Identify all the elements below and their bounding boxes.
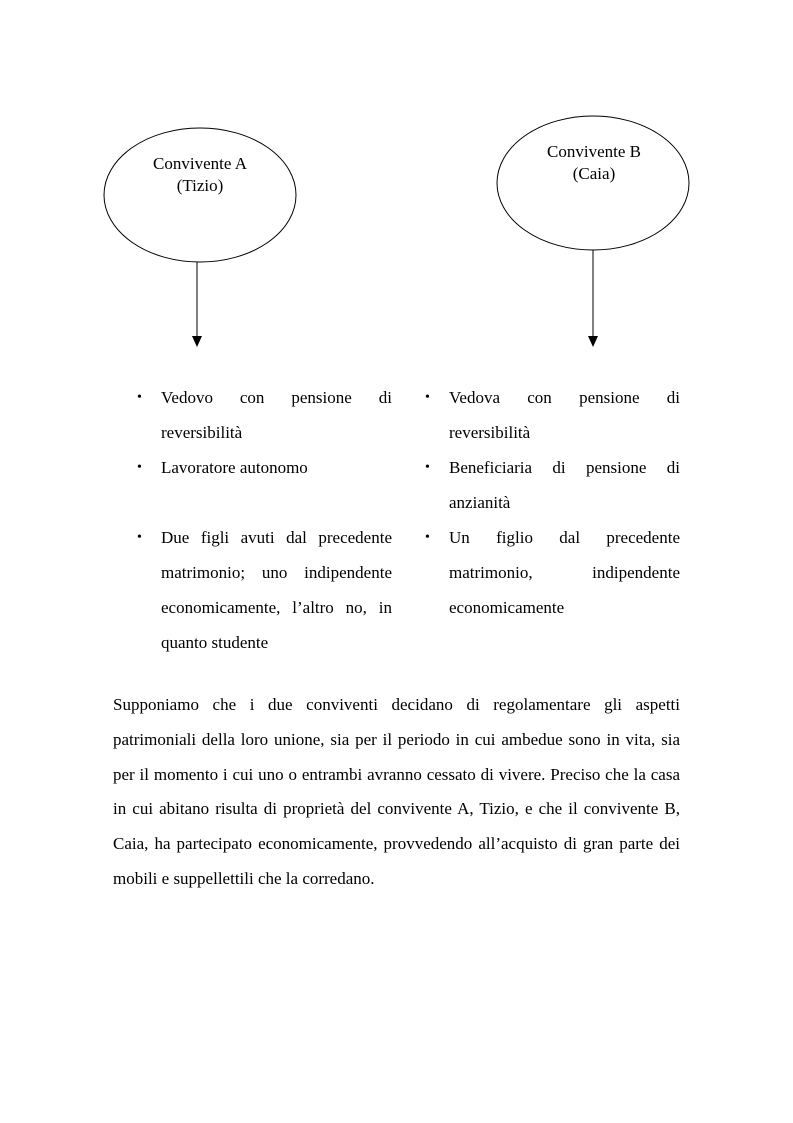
convivente-a-attributes — [136, 380, 392, 660]
node-a-title: Convivente A — [153, 154, 247, 173]
body-paragraph: Supponiamo che i due conviventi decidano di regolamentare gli aspetti patrimoniali della loro unione, sia per il periodo in cui ambedue sono in vita, sia per il momento i cui uno o entrambi avranno cessato di vivere. Preciso che la casa in cui abitano risulta di proprietà del convivente A, Tizio, e che il convivente B, Caia, ha partecipato economicamente, provvedendo all’acquisto di gran parte dei mobili e suppellettili che la corredano. — [113, 695, 680, 888]
arrowhead-a — [192, 336, 202, 347]
node-a-label — [104, 153, 296, 197]
node-b-label — [498, 141, 690, 185]
bullet-icon: • — [425, 390, 430, 405]
node-b-subtitle: (Caia) — [572, 164, 616, 183]
list-item: • Due figli avuti dal precedente matrimonio; uno indipendente economicamente, l’altro no, in quanto studente — [136, 520, 392, 660]
bullet-icon: • — [137, 530, 142, 545]
bullet-icon: • — [425, 530, 430, 545]
convivente-b-attributes — [424, 380, 680, 625]
bullet-icon: • — [425, 460, 430, 475]
arrowhead-b — [588, 336, 598, 347]
bullet-icon: • — [137, 390, 142, 405]
list-item: • Lavoratore autonomo — [136, 450, 392, 485]
node-a-subtitle: (Tizio) — [176, 176, 224, 195]
bullet-icon: • — [137, 460, 142, 475]
list-item: • Un figlio dal precedente matrimonio, indipendente economicamente — [424, 520, 680, 625]
list-item: • Vedovo con pensione di reversibilità — [136, 380, 392, 450]
list-item: • Vedova con pensione di reversibilità — [424, 380, 680, 450]
list-item: • Beneficiaria di pensione di anzianità — [424, 450, 680, 520]
node-b-title: Convivente B — [547, 142, 641, 161]
